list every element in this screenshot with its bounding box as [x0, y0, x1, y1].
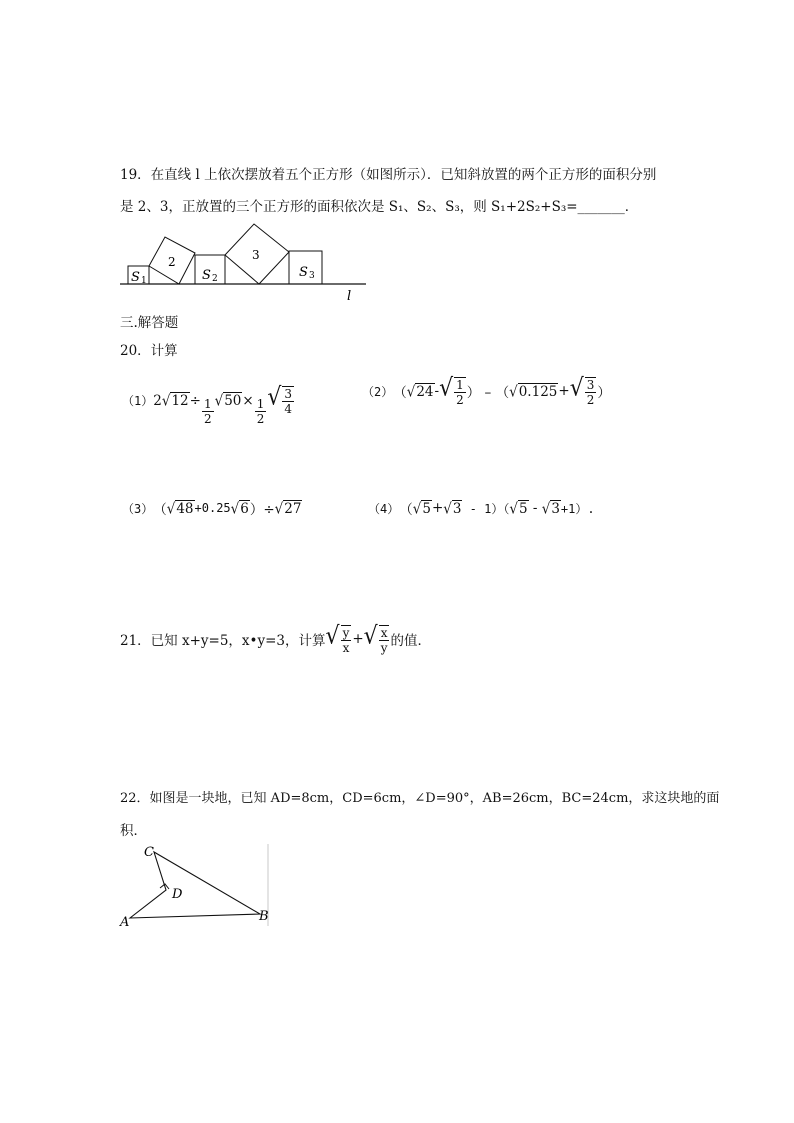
- p1-times: ×: [242, 392, 254, 409]
- q20-part4: [368, 498, 595, 518]
- q20-part2: [362, 376, 611, 407]
- p2-mid: – （: [480, 385, 510, 402]
- q19-figure: [118, 220, 378, 306]
- p3-close: ）÷: [249, 502, 275, 518]
- p4-end: +1）.: [560, 501, 595, 516]
- p4-mid: - 1）（: [462, 501, 510, 516]
- label-line-l: l: [347, 289, 352, 304]
- p4-plus: +: [431, 500, 444, 516]
- p4-sqrt3a: √3: [443, 499, 462, 518]
- label-s3-sub: 3: [309, 271, 315, 281]
- p3-open: （: [153, 502, 167, 518]
- label-sq3: 3: [252, 248, 260, 262]
- p2-sqrt0125: √0.125: [509, 382, 558, 401]
- q21-sqrt-x-y: √ $\frac{x}{y}$: [363, 622, 388, 655]
- p4-minus: -: [528, 500, 542, 516]
- p2-close: ）: [466, 385, 481, 402]
- label-C: C: [144, 845, 154, 860]
- q22-line1: 22．如图是一块地，已知 AD=8cm，CD=6cm，∠D=90°，AB=26cm，BC=24cm，求这块地的面: [120, 791, 720, 806]
- p3-sqrt6: √6: [230, 499, 249, 518]
- p3-plus: +0.25: [194, 501, 231, 515]
- label-s2: S: [202, 268, 211, 283]
- p1-label: （1）: [122, 394, 154, 408]
- section-title: 三.解答题: [120, 315, 179, 331]
- p2-plus: +: [558, 383, 570, 400]
- p3-sqrt27: √27: [274, 499, 302, 518]
- label-A: A: [120, 915, 130, 930]
- q21-prefix: 21．已知 x+y=5，x•y=3，计算: [120, 633, 326, 650]
- p2-minus: -: [434, 383, 440, 400]
- label-s3: S: [299, 265, 308, 280]
- p1-sqrt-3-4: √ $\frac{3}{4}$: [267, 384, 292, 416]
- q21-sqrt-y-x: √ $\frac{y}{x}$: [325, 622, 350, 655]
- p1-coef: 2: [153, 392, 162, 409]
- label-sq2: 2: [168, 255, 176, 269]
- q22-figure: [116, 842, 276, 930]
- p4-label: （4）: [368, 501, 400, 516]
- label-B: B: [259, 909, 269, 924]
- p2-end: ）: [597, 385, 611, 402]
- p2-label: （2）: [362, 384, 394, 399]
- q20-title: 20．计算: [120, 343, 178, 359]
- p2-sqrt24: √24: [406, 382, 434, 401]
- p3-sqrt48: √48: [166, 499, 194, 518]
- quadrilateral-abcd: [130, 852, 260, 918]
- p4-sqrt5a: √5: [412, 499, 431, 518]
- q22-line2: 积．: [120, 823, 147, 839]
- q21-plus: +: [352, 631, 364, 648]
- q19-line2: 是 2、3，正放置的三个正方形的面积依次是 S₁、S₂、S₃，则 S₁+2S₂+S₃=_______．: [120, 199, 639, 215]
- p4-sqrt5b: √5: [509, 499, 528, 518]
- p1-sqrt50: √50: [214, 392, 242, 410]
- q21: [120, 624, 431, 655]
- q20-part1: [122, 375, 295, 426]
- p4-sqrt3b: √3: [541, 499, 560, 518]
- p1-frac2: $\frac{1}{2}$: [256, 397, 265, 426]
- p1-sqrt12: √12: [161, 392, 189, 410]
- p2-sqrt-1-2: √ $\frac{1}{2}$: [439, 374, 464, 407]
- p2-open: （: [393, 385, 407, 402]
- label-s1-sub: 1: [141, 276, 147, 286]
- p3-label: （3）: [122, 501, 154, 516]
- q20-part3: [122, 498, 302, 518]
- label-D: D: [172, 887, 183, 902]
- q21-suffix: 的值．: [390, 633, 431, 650]
- label-s2-sub: 2: [212, 274, 218, 284]
- p1-div: ÷: [189, 392, 201, 409]
- p4-open: （: [399, 502, 413, 518]
- label-s1: S: [131, 270, 140, 285]
- q19-line1: 19．在直线 l 上依次摆放着五个正方形（如图所示）．已知斜放置的两个正方形的面积分别: [120, 167, 657, 183]
- p2-sqrt-3-2: √ $\frac{3}{2}$: [569, 374, 595, 407]
- p1-frac1: $\frac{1}{2}$: [203, 397, 212, 426]
